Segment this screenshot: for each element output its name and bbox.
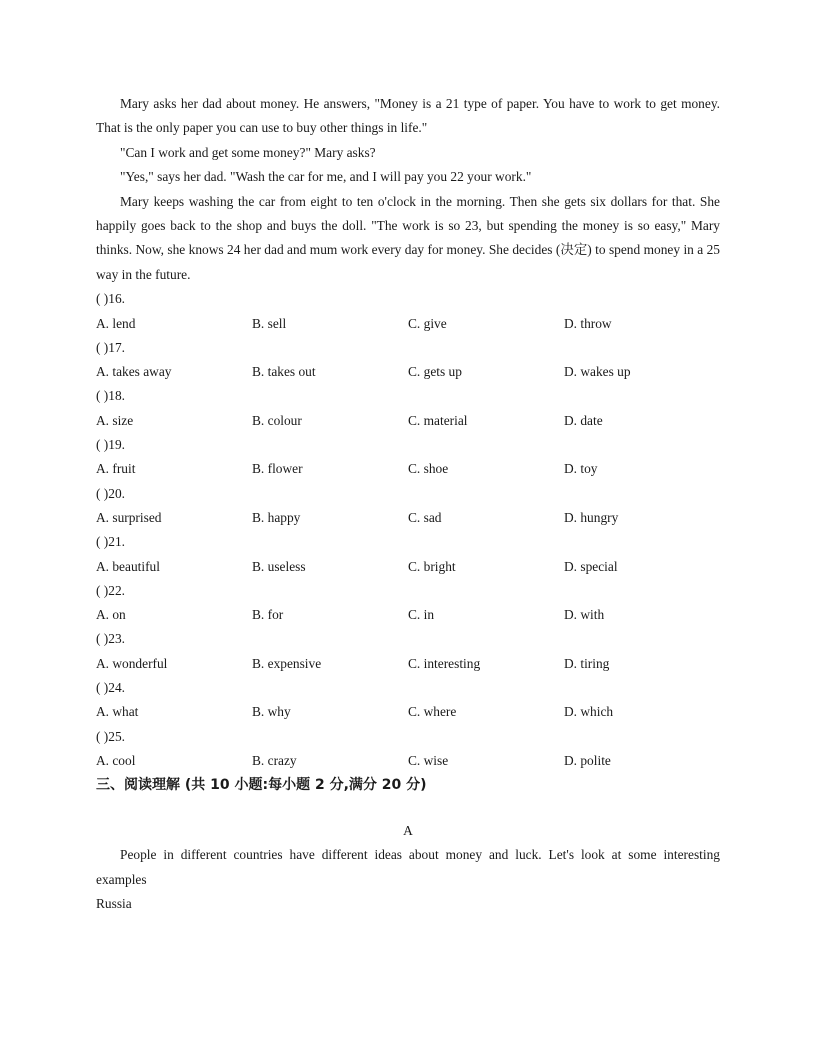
option-a: A. size (96, 412, 134, 428)
question-23 (96, 627, 720, 676)
option-d: D. polite (564, 752, 611, 768)
option-a: A. on (96, 607, 126, 623)
option-b: B. sell (252, 315, 287, 331)
options-row (96, 457, 720, 481)
option-c: C. material (408, 412, 468, 428)
option-d: D. throw (564, 315, 612, 331)
options-row (96, 409, 720, 433)
option-b: B. useless (252, 558, 306, 574)
option-c: C. gets up (408, 364, 462, 380)
option-a: A. wonderful (96, 655, 168, 671)
question-number: ( )24. (96, 680, 126, 695)
question-number: ( )16. (96, 291, 126, 307)
options-row (96, 749, 720, 773)
option-c: C. bright (408, 558, 456, 574)
option-c: C. in (408, 607, 435, 623)
options-row (96, 555, 720, 579)
option-c: C. sad (408, 509, 442, 525)
option-a: A. what (96, 704, 139, 720)
option-d: D. wakes up (564, 364, 631, 380)
option-d: D. with (564, 607, 605, 623)
option-a: A. cool (96, 752, 136, 768)
question-19 (96, 433, 720, 482)
reading-intro-paragraph: People in different countries have different ideas about money and luck. Let's look at some interesting examples (96, 847, 720, 887)
option-d: D. toy (564, 461, 598, 477)
option-b: B. happy (252, 509, 301, 525)
option-b: B. expensive (252, 655, 322, 671)
option-b: B. for (252, 607, 284, 623)
option-b: B. takes out (252, 364, 316, 380)
question-24 (96, 676, 720, 725)
option-a: A. lend (96, 315, 136, 331)
question-number: ( )21. (96, 534, 126, 550)
options-row (96, 603, 720, 627)
question-number: ( )18. (96, 388, 126, 404)
question-17 (96, 336, 720, 385)
subheading-country: Russia (96, 896, 132, 911)
option-d: D. hungry (564, 509, 619, 525)
passage-paragraph-4: Mary keeps washing the car from eight to ten o'clock in the morning. Then she gets six dollars for that. She happily goes back to the shop and buys the doll. "The work is so 23, but spending the money is so easy," Mary thinks. Now, she knows 24 her dad and mum work every day for money. She decides (决定) to spend money in a 25 way in the future. (96, 193, 720, 282)
option-c: C. interesting (408, 655, 481, 671)
option-d: D. which (564, 704, 614, 720)
option-c: C. shoe (408, 461, 449, 477)
question-18 (96, 384, 720, 433)
document-page (96, 92, 720, 916)
option-b: B. flower (252, 461, 303, 477)
passage-paragraph-3: "Yes," says her dad. "Wash the car for me, and I will pay you 22 your work." (120, 169, 532, 185)
options-row (96, 312, 720, 336)
option-b: B. colour (252, 412, 302, 428)
option-d: D. special (564, 558, 618, 574)
option-a: A. beautiful (96, 558, 160, 574)
option-b: B. why (252, 704, 291, 720)
option-c: C. wise (408, 752, 449, 768)
options-row (96, 360, 720, 384)
option-b: B. crazy (252, 752, 297, 768)
option-a: A. fruit (96, 461, 136, 477)
question-25 (96, 725, 720, 774)
section-heading: 三、阅读理解 (共 10 小题:每小题 2 分,满分 20 分) (96, 777, 427, 794)
option-c: C. give (408, 315, 447, 331)
passage-paragraph-1: Mary asks her dad about money. He answers, "Money is a 21 type of paper. You have to work to get money. That is the only paper you can use to buy other things in life." (96, 96, 720, 136)
question-22 (96, 579, 720, 628)
question-21 (96, 530, 720, 579)
option-a: A. surprised (96, 509, 162, 525)
options-row (96, 652, 720, 676)
question-16 (96, 287, 720, 336)
option-d: D. tiring (564, 655, 610, 671)
question-number: ( )19. (96, 437, 126, 453)
option-c: C. where (408, 704, 457, 720)
question-number: ( )25. (96, 728, 126, 744)
question-number: ( )17. (96, 339, 126, 355)
question-number: ( )22. (96, 582, 126, 598)
question-20 (96, 482, 720, 531)
option-d: D. date (564, 412, 603, 428)
question-number: ( )20. (96, 485, 126, 501)
option-a: A. takes away (96, 364, 172, 380)
options-row (96, 700, 720, 724)
question-number: ( )23. (96, 631, 126, 647)
options-row (96, 506, 720, 530)
passage-paragraph-2: "Can I work and get some money?" Mary asks? (120, 144, 376, 160)
passage-letter: A (403, 823, 413, 839)
question-list (96, 287, 720, 773)
